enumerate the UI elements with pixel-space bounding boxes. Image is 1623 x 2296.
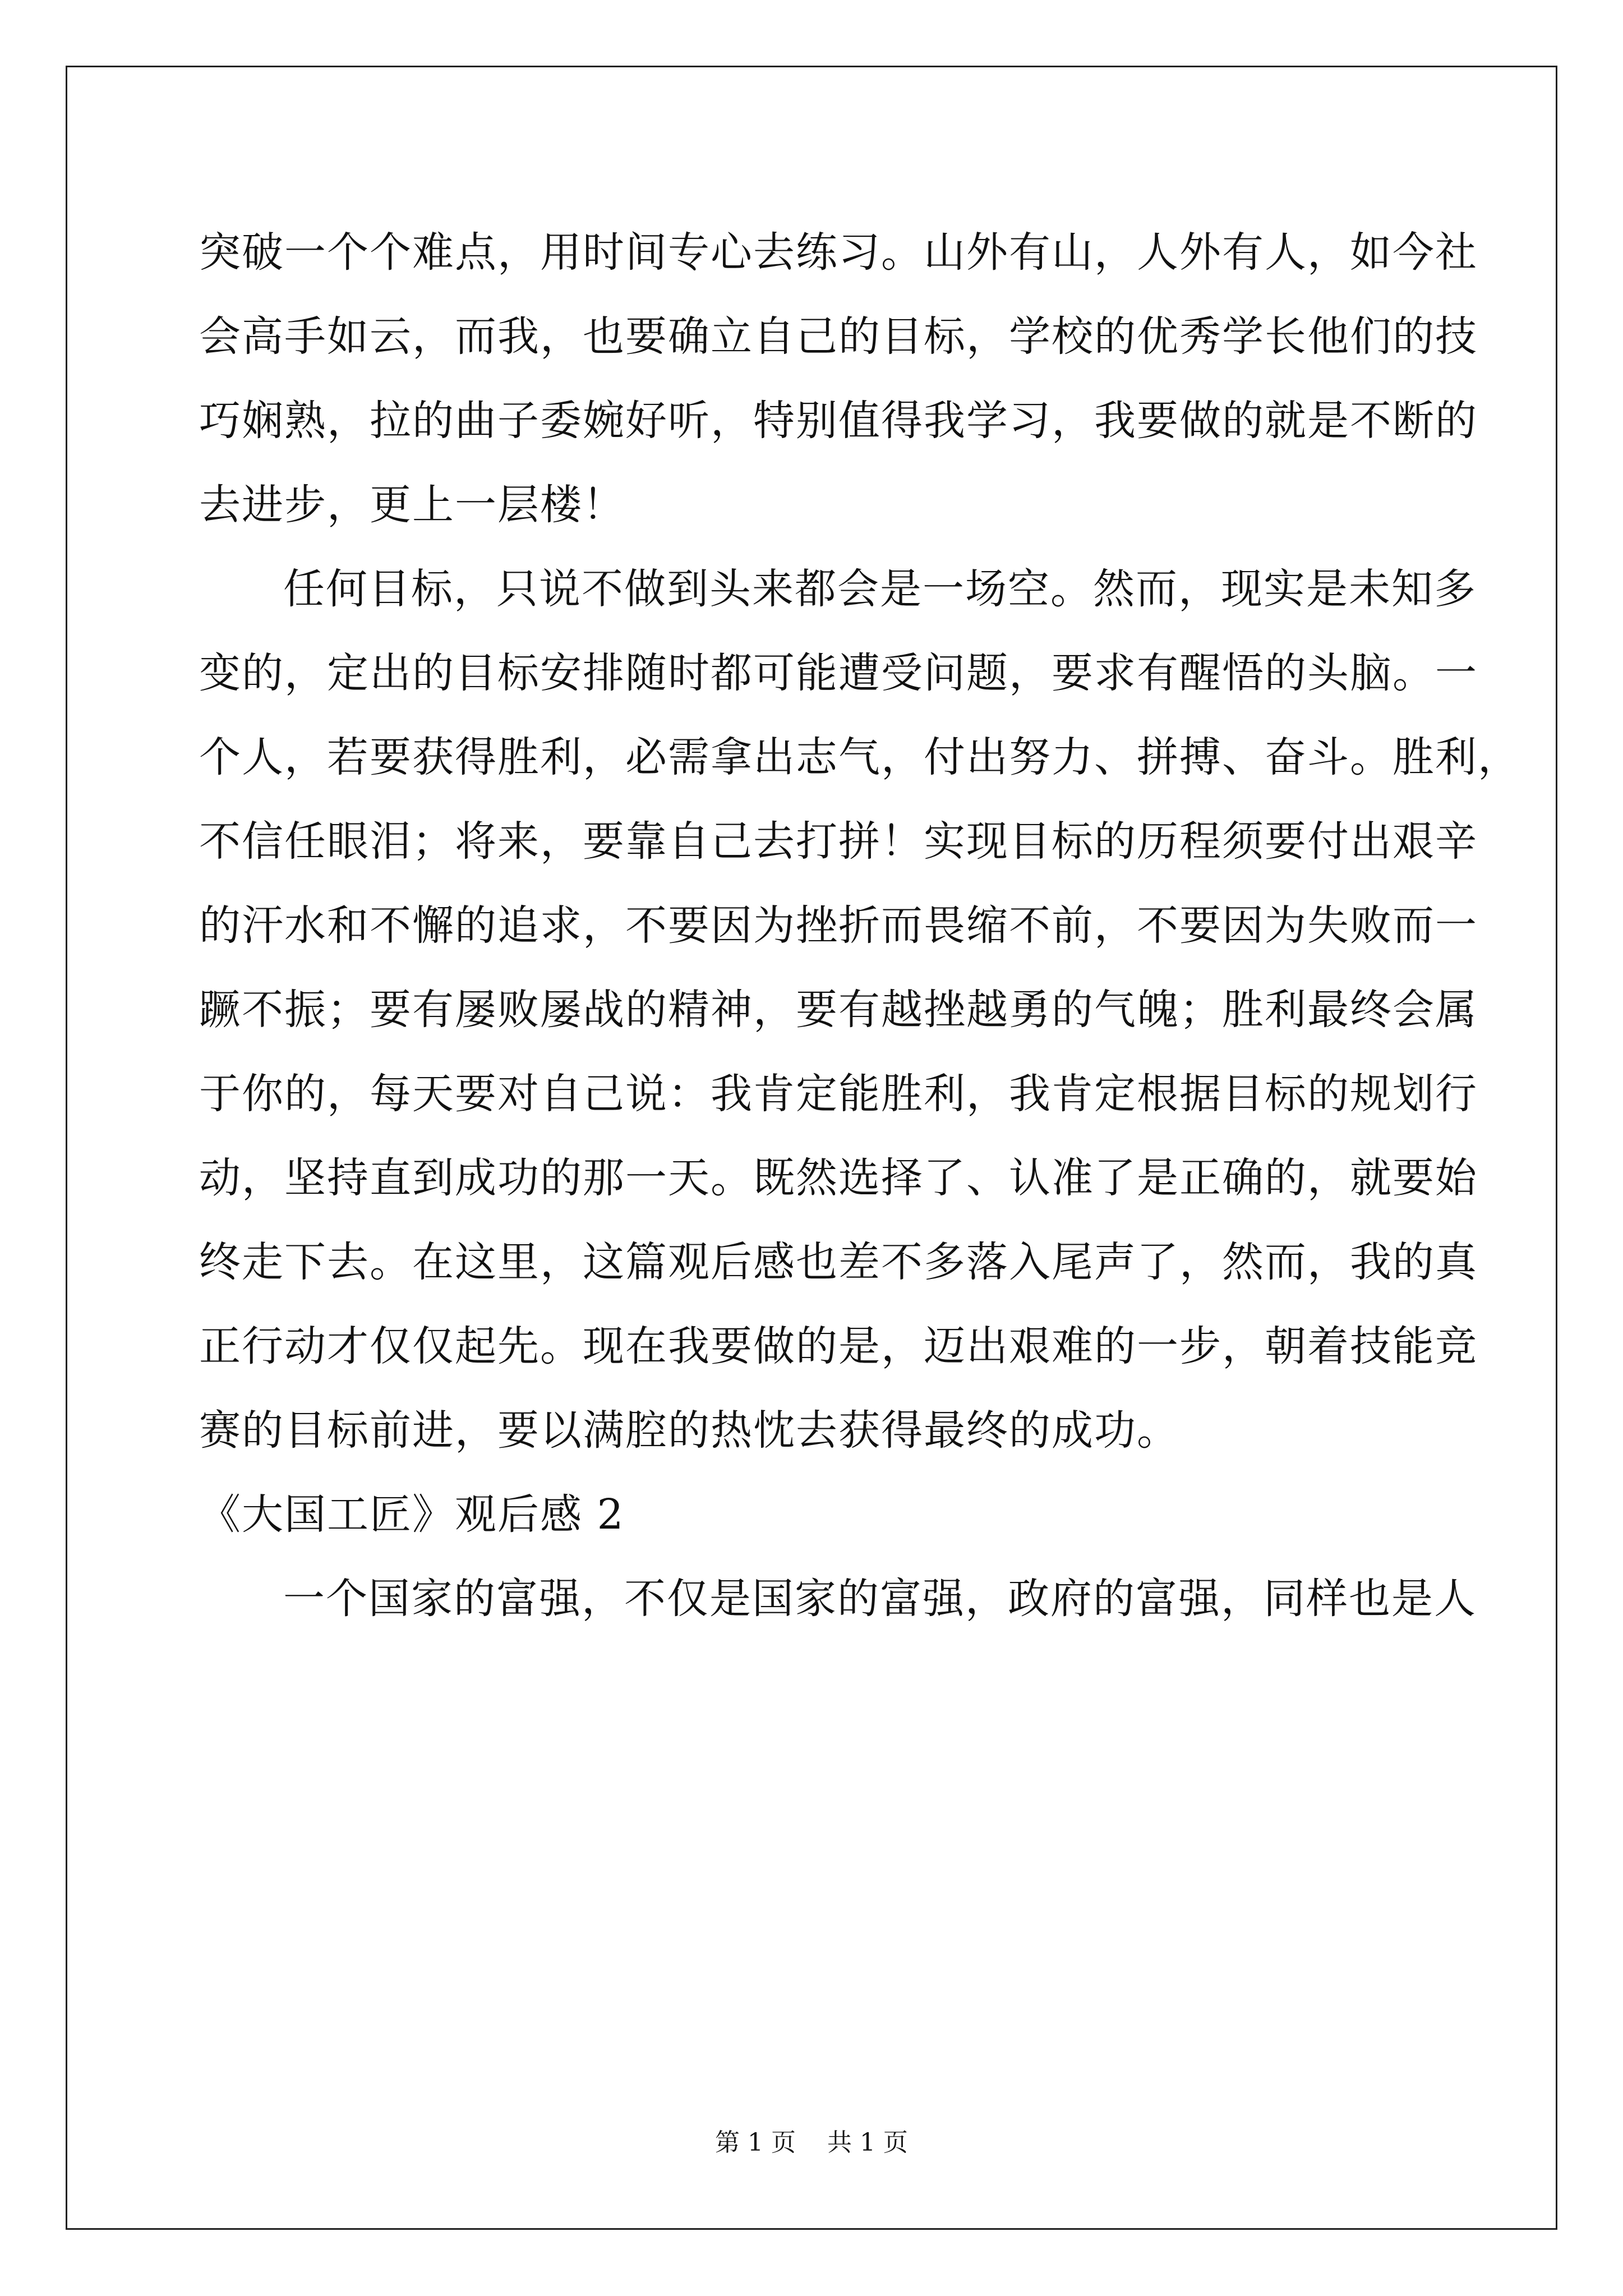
section-heading: 《大国工匠》观后感 2 [199, 1490, 625, 1539]
paragraph-1-line-2: 会高手如云，而我，也要确立自己的目标，学校的优秀学长他们的技 [199, 312, 1478, 361]
paragraph-2-line-11: 赛的目标前进，要以满腔的热忱去获得最终的成功。 [199, 1406, 1179, 1455]
paragraph-2-line-8: 动，坚持直到成功的那一天。既然选择了、认准了是正确的，就要始 [199, 1154, 1478, 1202]
paragraph-2-line-10: 正行动才仅仅起先。现在我要做的是，迈出艰难的一步，朝着技能竞 [199, 1322, 1478, 1370]
paragraph-2-line-4: 不信任眼泪；将来，要靠自己去打拼！实现目标的历程须要付出艰辛 [199, 817, 1478, 866]
paragraph-2-line-7: 于你的，每天要对自己说：我肯定能胜利，我肯定根据目标的规划行 [199, 1070, 1478, 1118]
paragraph-2-line-2: 变的，定出的目标安排随时都可能遭受问题，要求有醒悟的头脑。一 [199, 649, 1478, 697]
paragraph-2-line-6: 蹶不振；要有屡败屡战的精神，要有越挫越勇的气魄；胜利最终会属 [199, 986, 1478, 1034]
paragraph-2-line-3: 个人，若要获得胜利，必需拿出志气，付出努力、拼搏、奋斗。胜利， [199, 733, 1520, 781]
paragraph-2-line-5: 的汗水和不懈的追求，不要因为挫折而畏缩不前，不要因为失败而一 [199, 901, 1478, 950]
paragraph-2-line-9: 终走下去。在这里，这篇观后感也差不多落入尾声了，然而，我的真 [199, 1238, 1478, 1286]
paragraph-3-line-1: 一个国家的富强，不仅是国家的富强，政府的富强，同样也是人 [283, 1575, 1477, 1623]
paragraph-2-line-1: 任何目标，只说不做到头来都会是一场空。然而，现实是未知多 [283, 565, 1477, 613]
paragraph-1-line-1: 突破一个个难点，用时间专心去练习。山外有山，人外有人，如今社 [199, 228, 1478, 277]
page-number-footer: 第 1 页 共 1 页 [715, 2128, 908, 2157]
page-border [66, 66, 1557, 2230]
paragraph-1-line-3: 巧娴熟，拉的曲子委婉好听，特别值得我学习，我要做的就是不断的 [199, 397, 1478, 445]
paragraph-1-line-4: 去进步，更上一层楼！ [199, 481, 625, 529]
